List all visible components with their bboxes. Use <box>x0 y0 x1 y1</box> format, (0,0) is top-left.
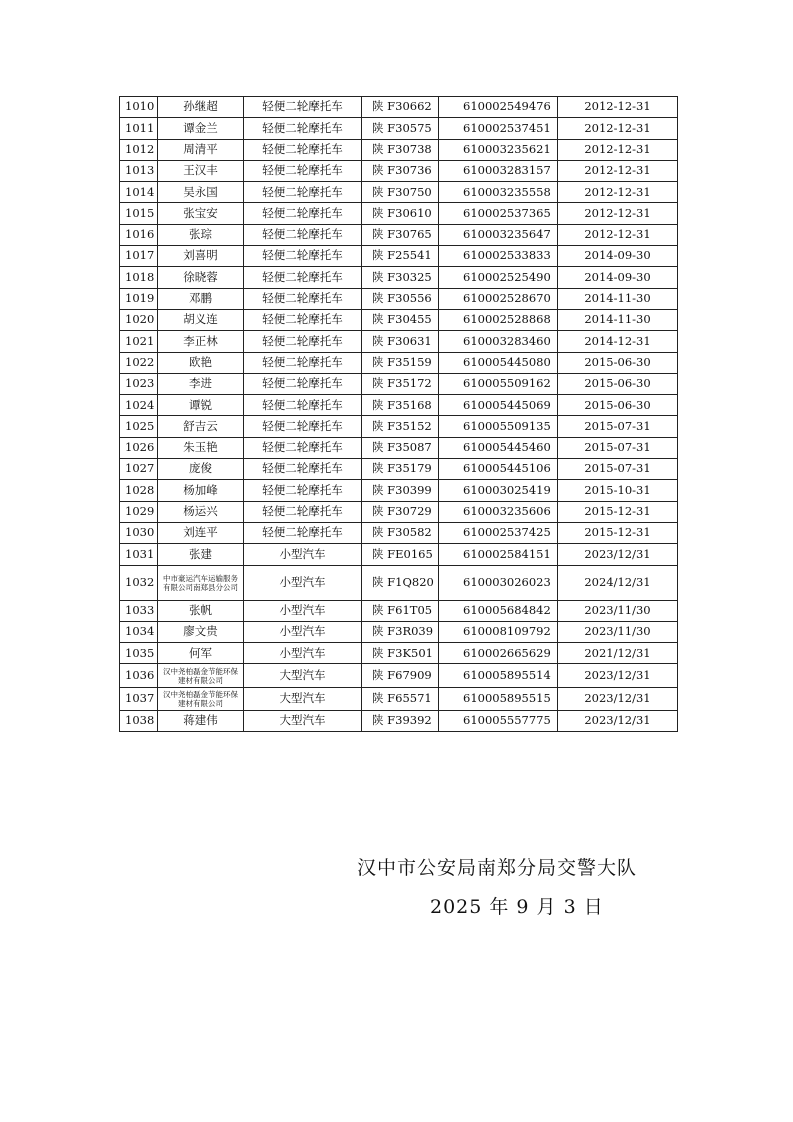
expiry-date-cell: 2012-12-31 <box>558 97 678 118</box>
table-row <box>120 459 678 480</box>
table-row <box>120 182 678 203</box>
owner-name-cell: 蒋建伟 <box>158 711 244 732</box>
owner-name-cell: 刘喜明 <box>158 246 244 267</box>
owner-name-cell: 胡义连 <box>158 309 244 330</box>
row-number-cell: 1025 <box>120 416 158 437</box>
record-id-cell: 610002665629 <box>439 643 558 664</box>
vehicle-type-cell: 轻便二轮摩托车 <box>244 459 362 480</box>
plate-number-cell: 陕 F30736 <box>362 160 439 181</box>
vehicle-type-cell: 轻便二轮摩托车 <box>244 118 362 139</box>
expiry-date-cell: 2015-06-30 <box>558 373 678 394</box>
row-number-cell: 1022 <box>120 352 158 373</box>
owner-name-cell: 欧艳 <box>158 352 244 373</box>
record-id-cell: 610003235621 <box>439 139 558 160</box>
records-table-container <box>119 96 677 732</box>
owner-name-cell: 汉中尧柏磊金节能环保建材有限公司 <box>158 687 244 710</box>
expiry-date-cell: 2015-12-31 <box>558 501 678 522</box>
expiry-date-cell: 2012-12-31 <box>558 224 678 245</box>
table-row <box>120 139 678 160</box>
row-number-cell: 1018 <box>120 267 158 288</box>
vehicle-type-cell: 轻便二轮摩托车 <box>244 352 362 373</box>
plate-number-cell: 陕 F30750 <box>362 182 439 203</box>
table-row <box>120 246 678 267</box>
row-number-cell: 1035 <box>120 643 158 664</box>
expiry-date-cell: 2012-12-31 <box>558 160 678 181</box>
table-row <box>120 267 678 288</box>
expiry-date-cell: 2014-09-30 <box>558 246 678 267</box>
vehicle-type-cell: 轻便二轮摩托车 <box>244 331 362 352</box>
owner-name-cell: 杨运兴 <box>158 501 244 522</box>
row-number-cell: 1037 <box>120 687 158 710</box>
vehicle-type-cell: 轻便二轮摩托车 <box>244 139 362 160</box>
row-number-cell: 1027 <box>120 459 158 480</box>
expiry-date-cell: 2012-12-31 <box>558 203 678 224</box>
vehicle-type-cell: 轻便二轮摩托车 <box>244 480 362 501</box>
vehicle-type-cell: 轻便二轮摩托车 <box>244 182 362 203</box>
plate-number-cell: 陕 F30556 <box>362 288 439 309</box>
plate-number-cell: 陕 F30631 <box>362 331 439 352</box>
owner-name-cell: 李进 <box>158 373 244 394</box>
expiry-date-cell: 2014-11-30 <box>558 309 678 330</box>
vehicle-type-cell: 轻便二轮摩托车 <box>244 416 362 437</box>
table-row <box>120 501 678 522</box>
table-row <box>120 224 678 245</box>
expiry-date-cell: 2023/11/30 <box>558 600 678 621</box>
row-number-cell: 1031 <box>120 544 158 565</box>
vehicle-type-cell: 小型汽车 <box>244 600 362 621</box>
plate-number-cell: 陕 F35179 <box>362 459 439 480</box>
owner-name-cell: 张建 <box>158 544 244 565</box>
record-id-cell: 610005895515 <box>439 687 558 710</box>
table-row <box>120 288 678 309</box>
plate-number-cell: 陕 F35172 <box>362 373 439 394</box>
owner-name-cell: 邓鹏 <box>158 288 244 309</box>
record-id-cell: 610005684842 <box>439 600 558 621</box>
row-number-cell: 1010 <box>120 97 158 118</box>
owner-name-cell: 周清平 <box>158 139 244 160</box>
table-row <box>120 664 678 687</box>
expiry-date-cell: 2023/12/31 <box>558 544 678 565</box>
table-row <box>120 711 678 732</box>
record-id-cell: 610008109792 <box>439 621 558 642</box>
table-row <box>120 331 678 352</box>
table-row <box>120 522 678 543</box>
plate-number-cell: 陕 F30610 <box>362 203 439 224</box>
table-row <box>120 565 678 600</box>
row-number-cell: 1034 <box>120 621 158 642</box>
plate-number-cell: 陕 F35152 <box>362 416 439 437</box>
vehicle-type-cell: 轻便二轮摩托车 <box>244 437 362 458</box>
expiry-date-cell: 2014-09-30 <box>558 267 678 288</box>
owner-name-cell: 中市豪运汽车运输服务有限公司南郑县分公司 <box>158 565 244 600</box>
expiry-date-cell: 2014-11-30 <box>558 288 678 309</box>
issuing-organization: 汉中市公安局南郑分局交警大队 <box>357 857 638 879</box>
plate-number-cell: 陕 F30765 <box>362 224 439 245</box>
table-row <box>120 160 678 181</box>
expiry-date-cell: 2024/12/31 <box>558 565 678 600</box>
table-row <box>120 373 678 394</box>
table-body <box>120 97 678 732</box>
record-id-cell: 610002584151 <box>439 544 558 565</box>
record-id-cell: 610005445069 <box>439 395 558 416</box>
vehicle-type-cell: 轻便二轮摩托车 <box>244 267 362 288</box>
row-number-cell: 1028 <box>120 480 158 501</box>
table-row <box>120 600 678 621</box>
record-id-cell: 610002528670 <box>439 288 558 309</box>
plate-number-cell: 陕 F3R039 <box>362 621 439 642</box>
owner-name-cell: 张琮 <box>158 224 244 245</box>
record-id-cell: 610003283157 <box>439 160 558 181</box>
plate-number-cell: 陕 F30575 <box>362 118 439 139</box>
owner-name-cell: 徐晓蓉 <box>158 267 244 288</box>
table-row <box>120 437 678 458</box>
plate-number-cell: 陕 F30399 <box>362 480 439 501</box>
expiry-date-cell: 2012-12-31 <box>558 182 678 203</box>
row-number-cell: 1038 <box>120 711 158 732</box>
table-row <box>120 395 678 416</box>
record-id-cell: 610005509135 <box>439 416 558 437</box>
record-id-cell: 610003235558 <box>439 182 558 203</box>
owner-name-cell: 张宝安 <box>158 203 244 224</box>
owner-name-cell: 何军 <box>158 643 244 664</box>
row-number-cell: 1012 <box>120 139 158 160</box>
expiry-date-cell: 2023/12/31 <box>558 664 678 687</box>
owner-name-cell: 朱玉艳 <box>158 437 244 458</box>
vehicle-type-cell: 小型汽车 <box>244 565 362 600</box>
vehicle-type-cell: 小型汽车 <box>244 544 362 565</box>
plate-number-cell: 陕 F65571 <box>362 687 439 710</box>
owner-name-cell: 谭金兰 <box>158 118 244 139</box>
owner-name-cell: 吴永国 <box>158 182 244 203</box>
vehicle-records-table <box>119 96 678 732</box>
plate-number-cell: 陕 F1Q820 <box>362 565 439 600</box>
table-row <box>120 352 678 373</box>
table-row <box>120 480 678 501</box>
owner-name-cell: 杨加峰 <box>158 480 244 501</box>
vehicle-type-cell: 轻便二轮摩托车 <box>244 97 362 118</box>
vehicle-type-cell: 轻便二轮摩托车 <box>244 224 362 245</box>
table-row <box>120 687 678 710</box>
table-row <box>120 309 678 330</box>
row-number-cell: 1029 <box>120 501 158 522</box>
vehicle-type-cell: 轻便二轮摩托车 <box>244 246 362 267</box>
plate-number-cell: 陕 F35159 <box>362 352 439 373</box>
vehicle-type-cell: 轻便二轮摩托车 <box>244 203 362 224</box>
expiry-date-cell: 2015-06-30 <box>558 352 678 373</box>
owner-name-cell: 谭锐 <box>158 395 244 416</box>
record-id-cell: 610002537451 <box>439 118 558 139</box>
expiry-date-cell: 2023/12/31 <box>558 711 678 732</box>
owner-name-cell: 王汉丰 <box>158 160 244 181</box>
owner-name-cell: 李正林 <box>158 331 244 352</box>
vehicle-type-cell: 轻便二轮摩托车 <box>244 395 362 416</box>
plate-number-cell: 陕 F30662 <box>362 97 439 118</box>
expiry-date-cell: 2015-06-30 <box>558 395 678 416</box>
record-id-cell: 610002549476 <box>439 97 558 118</box>
expiry-date-cell: 2015-07-31 <box>558 437 678 458</box>
record-id-cell: 610003025419 <box>439 480 558 501</box>
table-row <box>120 97 678 118</box>
vehicle-type-cell: 轻便二轮摩托车 <box>244 501 362 522</box>
record-id-cell: 610005895514 <box>439 664 558 687</box>
record-id-cell: 610002525490 <box>439 267 558 288</box>
vehicle-type-cell: 大型汽车 <box>244 687 362 710</box>
row-number-cell: 1017 <box>120 246 158 267</box>
plate-number-cell: 陕 F30729 <box>362 501 439 522</box>
owner-name-cell: 刘连平 <box>158 522 244 543</box>
expiry-date-cell: 2014-12-31 <box>558 331 678 352</box>
record-id-cell: 610003235647 <box>439 224 558 245</box>
record-id-cell: 610005557775 <box>439 711 558 732</box>
vehicle-type-cell: 大型汽车 <box>244 664 362 687</box>
expiry-date-cell: 2023/11/30 <box>558 621 678 642</box>
table-row <box>120 118 678 139</box>
row-number-cell: 1021 <box>120 331 158 352</box>
plate-number-cell: 陕 F61T05 <box>362 600 439 621</box>
vehicle-type-cell: 轻便二轮摩托车 <box>244 160 362 181</box>
plate-number-cell: 陕 F30455 <box>362 309 439 330</box>
record-id-cell: 610002533833 <box>439 246 558 267</box>
row-number-cell: 1023 <box>120 373 158 394</box>
table-row <box>120 643 678 664</box>
expiry-date-cell: 2015-07-31 <box>558 459 678 480</box>
vehicle-type-cell: 小型汽车 <box>244 643 362 664</box>
owner-name-cell: 孙继超 <box>158 97 244 118</box>
plate-number-cell: 陕 F25541 <box>362 246 439 267</box>
table-row <box>120 203 678 224</box>
owner-name-cell: 庞俊 <box>158 459 244 480</box>
plate-number-cell: 陕 F30738 <box>362 139 439 160</box>
record-id-cell: 610005445080 <box>439 352 558 373</box>
owner-name-cell: 廖文贵 <box>158 621 244 642</box>
row-number-cell: 1015 <box>120 203 158 224</box>
row-number-cell: 1033 <box>120 600 158 621</box>
vehicle-type-cell: 轻便二轮摩托车 <box>244 288 362 309</box>
record-id-cell: 610003026023 <box>439 565 558 600</box>
expiry-date-cell: 2012-12-31 <box>558 118 678 139</box>
owner-name-cell: 汉中尧柏磊金节能环保建材有限公司 <box>158 664 244 687</box>
vehicle-type-cell: 轻便二轮摩托车 <box>244 309 362 330</box>
expiry-date-cell: 2015-10-31 <box>558 480 678 501</box>
record-id-cell: 610005445460 <box>439 437 558 458</box>
table-row <box>120 416 678 437</box>
row-number-cell: 1016 <box>120 224 158 245</box>
table-row <box>120 544 678 565</box>
row-number-cell: 1013 <box>120 160 158 181</box>
record-id-cell: 610003235606 <box>439 501 558 522</box>
owner-name-cell: 舒吉云 <box>158 416 244 437</box>
row-number-cell: 1020 <box>120 309 158 330</box>
expiry-date-cell: 2015-12-31 <box>558 522 678 543</box>
vehicle-type-cell: 大型汽车 <box>244 711 362 732</box>
expiry-date-cell: 2021/12/31 <box>558 643 678 664</box>
plate-number-cell: 陕 F35168 <box>362 395 439 416</box>
table-row <box>120 621 678 642</box>
record-id-cell: 610005509162 <box>439 373 558 394</box>
row-number-cell: 1019 <box>120 288 158 309</box>
owner-name-cell: 张帆 <box>158 600 244 621</box>
record-id-cell: 610002537425 <box>439 522 558 543</box>
plate-number-cell: 陕 F35087 <box>362 437 439 458</box>
record-id-cell: 610002528868 <box>439 309 558 330</box>
vehicle-type-cell: 轻便二轮摩托车 <box>244 373 362 394</box>
plate-number-cell: 陕 F3K501 <box>362 643 439 664</box>
expiry-date-cell: 2023/12/31 <box>558 687 678 710</box>
row-number-cell: 1032 <box>120 565 158 600</box>
record-id-cell: 610005445106 <box>439 459 558 480</box>
plate-number-cell: 陕 F30582 <box>362 522 439 543</box>
expiry-date-cell: 2015-07-31 <box>558 416 678 437</box>
row-number-cell: 1036 <box>120 664 158 687</box>
row-number-cell: 1011 <box>120 118 158 139</box>
row-number-cell: 1030 <box>120 522 158 543</box>
row-number-cell: 1024 <box>120 395 158 416</box>
plate-number-cell: 陕 F39392 <box>362 711 439 732</box>
plate-number-cell: 陕 F30325 <box>362 267 439 288</box>
record-id-cell: 610002537365 <box>439 203 558 224</box>
record-id-cell: 610003283460 <box>439 331 558 352</box>
row-number-cell: 1026 <box>120 437 158 458</box>
vehicle-type-cell: 轻便二轮摩托车 <box>244 522 362 543</box>
vehicle-type-cell: 小型汽车 <box>244 621 362 642</box>
expiry-date-cell: 2012-12-31 <box>558 139 678 160</box>
plate-number-cell: 陕 F67909 <box>362 664 439 687</box>
row-number-cell: 1014 <box>120 182 158 203</box>
plate-number-cell: 陕 FE0165 <box>362 544 439 565</box>
issue-date: 2025 年 9 月 3 日 <box>430 896 604 918</box>
